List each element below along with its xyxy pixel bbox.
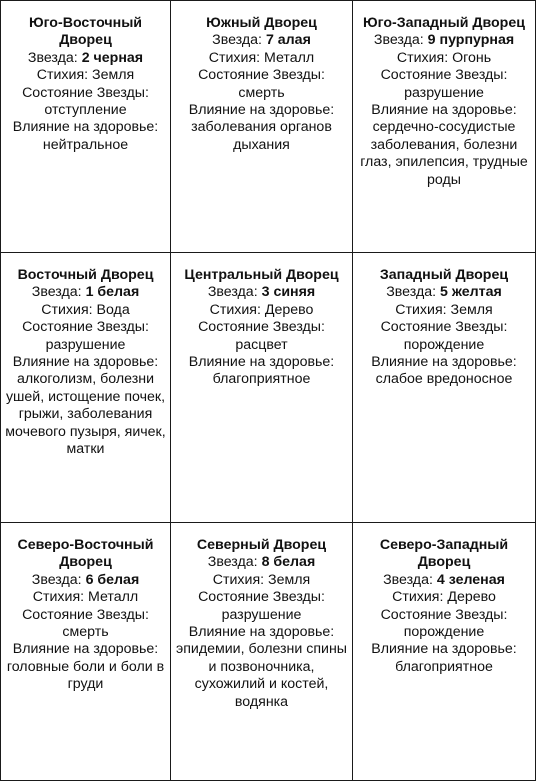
- state-value: расцвет: [235, 336, 288, 353]
- star-value: 3 синяя: [261, 284, 316, 301]
- palace-title: Юго-Восточный Дворец: [28, 15, 143, 49]
- element-line: Стихия: Дерево: [209, 301, 314, 318]
- palace-title: Западный Дворец: [379, 267, 509, 283]
- state-value: разрушение: [404, 84, 484, 101]
- state-value: смерть: [62, 624, 109, 641]
- palace-title: Северный Дворец: [196, 537, 327, 553]
- element-line: Стихия: Вода: [41, 301, 130, 318]
- palace-cell-southeast: [1, 1, 171, 253]
- star-value: 2 черная: [81, 49, 144, 66]
- state-label: Состояние Звезды:: [198, 67, 325, 84]
- state-value: отступление: [44, 102, 127, 119]
- star-value: 8 белая: [261, 554, 316, 571]
- palace-cell-south: [171, 1, 353, 253]
- health-label: Влияние на здоровье:: [12, 119, 159, 136]
- state-value: разрушение: [45, 336, 126, 353]
- palace-title: Центральный Дворец: [184, 267, 339, 283]
- star-line: Звезда: 8 белая: [207, 554, 316, 571]
- star-line: Звезда: 3 синяя: [207, 284, 316, 301]
- star-value: 7 алая: [265, 32, 311, 49]
- star-value: 5 желтая: [440, 284, 502, 301]
- state-value: разрушение: [221, 606, 302, 623]
- health-value: слабое вредоносное: [375, 371, 513, 388]
- star-line: Звезда: 1 белая: [31, 284, 140, 301]
- palace-cell-northeast: [1, 523, 171, 780]
- health-label: Влияние на здоровье:: [12, 354, 159, 371]
- star-value: 6 белая: [85, 571, 140, 588]
- element-line: Стихия: Металл: [208, 49, 315, 66]
- health-label: Влияние на здоровье:: [371, 102, 517, 119]
- health-label: Влияние на здоровье:: [371, 354, 517, 371]
- health-line: Влияние на здоровье: головные боли и боли в груди: [6, 641, 165, 693]
- state-value: порождение: [403, 336, 485, 353]
- palace-cell-north: [171, 523, 353, 780]
- star-value: 9 пурпурная: [427, 32, 515, 49]
- state-label: Состояние Звезды:: [22, 606, 149, 623]
- star-line: Звезда: 9 пурпурная: [373, 32, 515, 49]
- palace-cell-center: [171, 253, 353, 523]
- star-line: Звезда: 4 зеленая: [383, 571, 505, 588]
- health-value: заболевания органов дыхания: [191, 119, 332, 153]
- star-value: 4 зеленая: [436, 571, 505, 588]
- state-value: смерть: [238, 84, 285, 101]
- state-label: Состояние Звезды:: [380, 606, 508, 623]
- health-value: нейтральное: [42, 136, 129, 153]
- state-label: Состояние Звезды:: [22, 84, 149, 101]
- star-line: Звезда: 6 белая: [31, 571, 140, 588]
- palace-cell-northwest: [353, 523, 535, 780]
- state-label: Состояние Звезды:: [380, 319, 508, 336]
- palace-title: Северо-Западный Дворец: [379, 537, 509, 571]
- palace-cell-southwest: [353, 1, 535, 253]
- health-value: благоприятное: [212, 371, 311, 388]
- star-line: Звезда: 2 черная: [27, 49, 144, 66]
- star-line: Звезда: 7 алая: [212, 32, 311, 49]
- element-line: Стихия: Земля: [36, 67, 135, 84]
- state-label: Состояние Звезды:: [380, 67, 508, 84]
- element-line: Стихия: Металл: [32, 589, 139, 606]
- health-value: благоприятное: [395, 658, 493, 675]
- health-label: Влияние на здоровье:: [371, 641, 517, 658]
- health-value: сердечно-сосудистые заболевания, болезни глаз, эпилепсия, трудные роды: [360, 119, 528, 188]
- health-value: головные боли и боли в груди: [6, 658, 165, 693]
- health-label: Влияние на здоровье:: [188, 354, 335, 371]
- element-line: Стихия: Дерево: [392, 589, 496, 606]
- palace-title: Юго-Западный Дворец: [363, 15, 525, 31]
- palace-title: Южный Дворец: [206, 15, 317, 31]
- state-label: Состояние Звезды:: [198, 319, 325, 336]
- state-value: порождение: [403, 624, 485, 641]
- palace-cell-east: [1, 253, 171, 523]
- health-value: алкоголизм, болезни ушей, истощение почек, грыжи, заболевания мочевого пузыря, яичек, матки: [5, 371, 166, 458]
- palace-title: Северо-Восточный Дворец: [17, 537, 154, 571]
- palace-cell-west: [353, 253, 535, 523]
- element-line: Стихия: Земля: [212, 571, 311, 588]
- health-label: Влияние на здоровье:: [188, 102, 335, 119]
- health-value: эпидемии, болезни спины и позвоночника, сухожилий и костей, водянка: [175, 641, 347, 710]
- state-label: Состояние Звезды:: [22, 319, 149, 336]
- state-label: Состояние Звезды:: [198, 589, 325, 606]
- element-line: Стихия: Огонь: [396, 49, 492, 66]
- element-line: Стихия: Земля: [395, 301, 493, 318]
- star-value: 1 белая: [85, 284, 140, 301]
- star-line: Звезда: 5 желтая: [386, 284, 502, 301]
- palace-title: Восточный Дворец: [17, 267, 154, 283]
- health-line: Влияние на здоровье: эпидемии, болезни спины и позвоночника, сухожилий и костей, водянка: [175, 624, 347, 710]
